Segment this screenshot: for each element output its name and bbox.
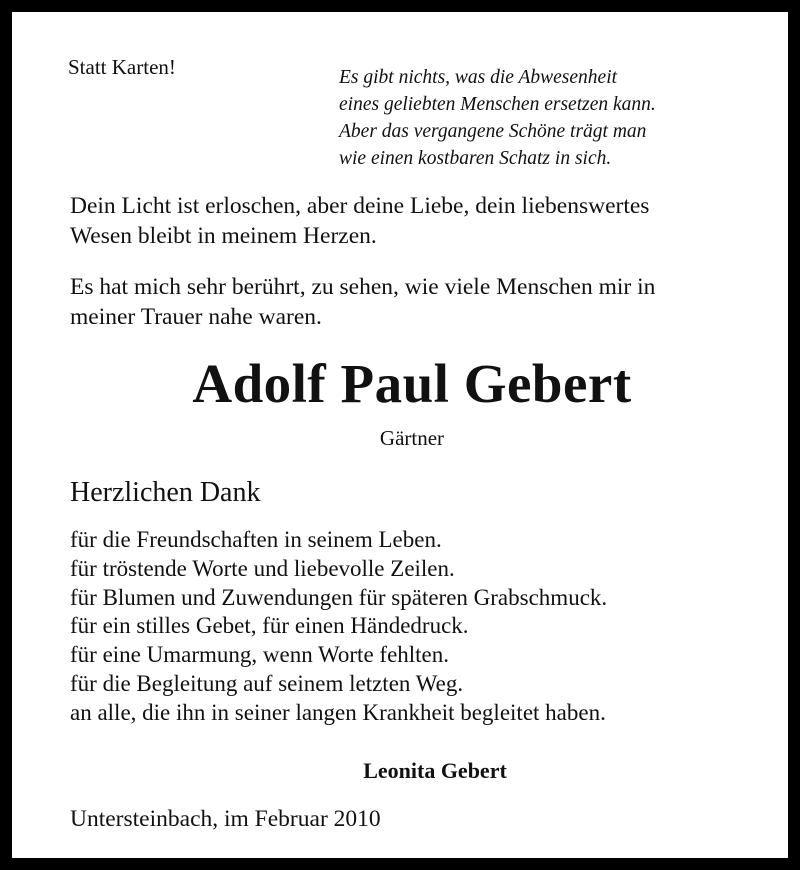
- paragraph-line: Dein Licht ist erloschen, aber deine Liebe, dein liebenswertes: [70, 193, 650, 219]
- deceased-name: Adolf Paul Gebert: [192, 353, 632, 414]
- signature-name: Leonita Gebert: [363, 758, 507, 783]
- paragraph-line: Wesen bleibt in meinem Herzen.: [70, 223, 377, 249]
- deceased-profession: Gärtner: [379, 426, 445, 450]
- condolence-paragraph-2: [70, 272, 655, 332]
- thanks-list: [70, 526, 607, 728]
- thanks-list-item: für eine Umarmung, wenn Worte fehlten.: [70, 642, 450, 668]
- thanks-heading: Herzlichen Dank: [70, 477, 261, 508]
- condolence-paragraph-1: [70, 191, 649, 251]
- paragraph-line: Es hat mich sehr berührt, zu sehen, wie viele Menschen mir in: [70, 274, 656, 300]
- thanks-list-item: an alle, die ihn in seiner langen Krankheit begleitet haben.: [70, 699, 606, 725]
- thanks-list-item: für Blumen und Zuwendungen für späteren Grabschmuck.: [70, 584, 608, 610]
- thanks-list-item: für ein stilles Gebet, für einen Händedruck.: [70, 613, 469, 639]
- quote-line: wie einen kostbaren Schatz in sich.: [339, 148, 612, 169]
- thanks-list-item: für die Freundschaften in seinem Leben.: [70, 527, 442, 552]
- thanks-list-item: für tröstende Worte und liebevolle Zeilen.: [70, 555, 455, 581]
- paragraph-line: meiner Trauer nahe waren.: [70, 304, 322, 330]
- place-date: Untersteinbach, im Februar 2010: [70, 806, 381, 832]
- memorial-quote: [339, 64, 656, 172]
- quote-line: Es gibt nichts, was die Abwesenheit: [339, 67, 618, 88]
- quote-line: eines geliebten Menschen ersetzen kann.: [339, 94, 656, 115]
- quote-line: Aber das vergangene Schöne trägt man: [339, 121, 647, 142]
- statt-karten-label: Statt Karten!: [68, 55, 176, 79]
- thanks-list-item: für die Begleitung auf seinem letzten Weg.: [70, 670, 464, 696]
